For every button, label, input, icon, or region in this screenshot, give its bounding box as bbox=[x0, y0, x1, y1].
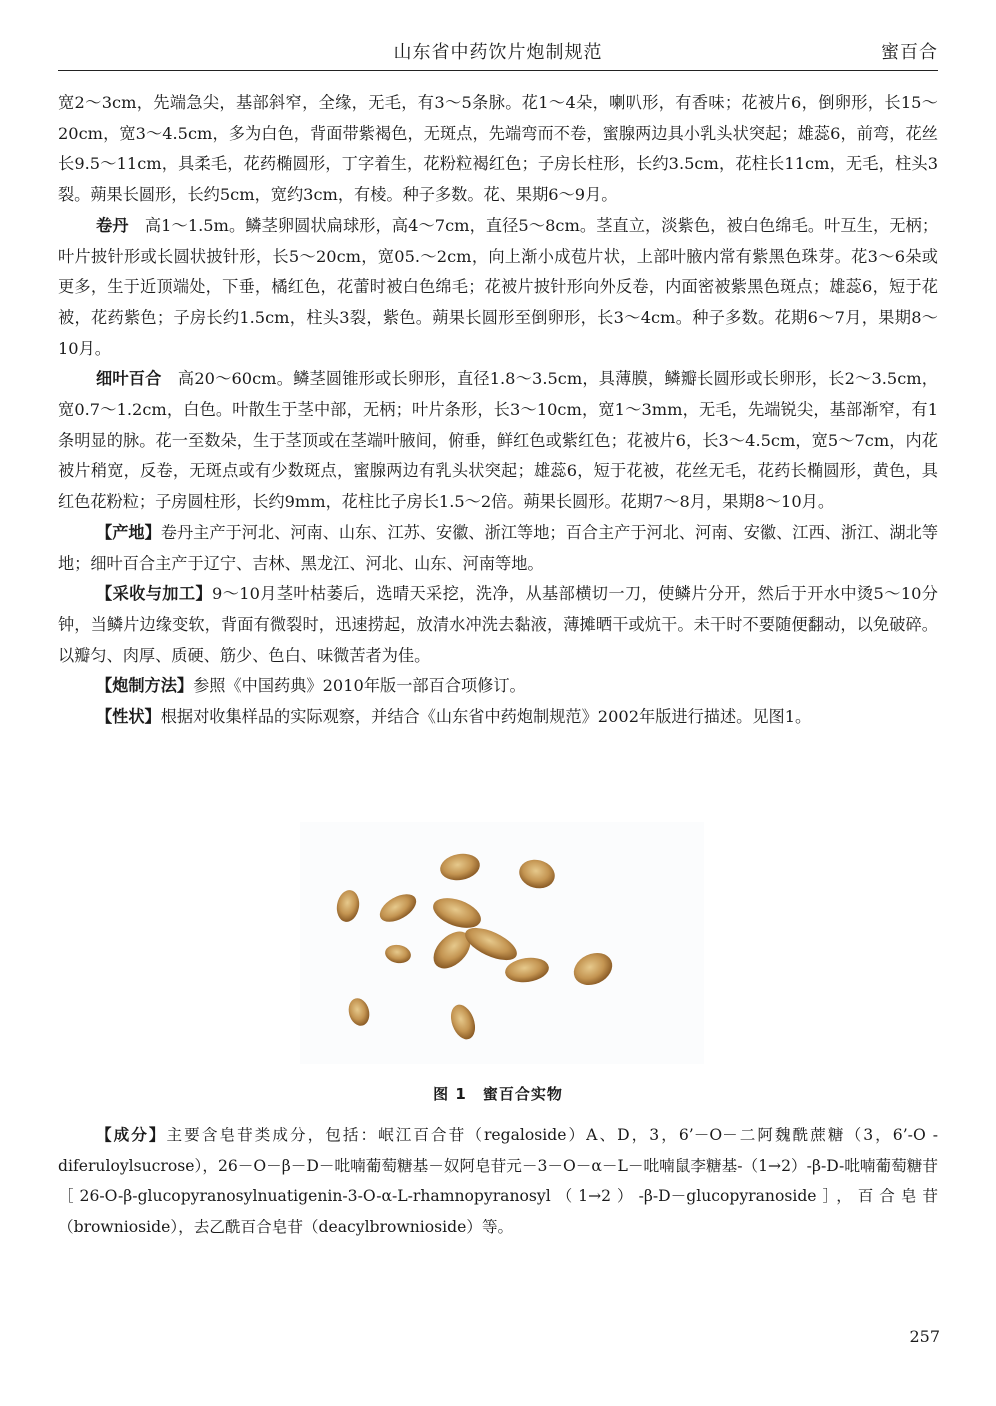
running-header bbox=[58, 36, 938, 71]
paragraph-text: 高1～1.5m。鳞茎卵圆状扁球形，高4～7cm，直径5～8cm。茎直立，淡紫色，被白色绵毛。叶互生，无柄；叶片披针形或长圆状披针形，长5～20cm，宽05.～2cm，向上渐小成苞片状，上部叶腋内常有紫黑色珠芽。花3～6朵或更多，生于近顶端处，下垂，橘红色，花蕾时被白色绵毛；花被片披针形向外反卷，内面密被紫黑色斑点；雄蕊6，短于花被，花药紫色；子房长约1.5cm，柱头3裂，紫色。蒴果长圆形至倒卵形，长3～4cm。种子多数。花期6～7月，果期8～10月。 bbox=[58, 215, 939, 358]
paragraph-term: 【采收与加工】 bbox=[96, 584, 213, 604]
paragraph-term: 【性状】 bbox=[96, 707, 161, 727]
paragraph-text: 宽2～3cm，先端急尖，基部斜窄，全缘，无毛，有3～5条脉。花1～4朵，喇叭形，有香味；花被片6，倒卵形，长15～20cm，宽3～4.5cm，多为白色，背面带紫褐色，无斑点，先端弯而不卷，蜜腺两边具小乳头状突起；雄蕊6，前弯，花丝长9.5～11cm，具柔毛，花药椭圆形，丁字着生，花粉粒褐红色；子房长柱形，长约3.5cm，花柱长11cm，无毛，柱头3裂。蒴果长圆形，长约5cm，宽约3cm，有棱。种子多数。花、果期6～9月。 bbox=[58, 93, 938, 205]
figure-honey-lily-photo bbox=[300, 822, 704, 1064]
page-number: 257 bbox=[909, 1327, 940, 1346]
paragraph-text: 参照《中国药典》2010年版一部百合项修订。 bbox=[193, 676, 526, 696]
paragraph-text: 卷丹主产于河北、河南、山东、江苏、安徽、浙江等地；百合主产于河北、河南、安徽、江西、浙江、湖北等地；细叶百合主产于辽宁、吉林、黑龙江、河北、山东、河南等地。 bbox=[58, 522, 939, 573]
paragraph-term: 【产地】 bbox=[96, 522, 161, 542]
paragraph-term: 卷丹 bbox=[96, 215, 129, 235]
paragraph-text: 9～10月茎叶枯萎后，选晴天采挖，洗净，从基部横切一刀，使鳞片分开，然后于开水中烫5～10分钟，当鳞片边缘变软，背面有微裂时，迅速捞起，放清水冲洗去黏液，薄摊晒干或炕干。未干时不要随便翻动，以免破碎。以瓣匀、肉厚、质硬、筋少、色白、味微苦者为佳。 bbox=[58, 584, 938, 665]
paragraph-text: 根据对收集样品的实际观察，并结合《山东省中药炮制规范》2002年版进行描述。见图1。 bbox=[160, 707, 812, 727]
paragraph-term: 【炮制方法】 bbox=[96, 676, 194, 696]
paragraph-text: 高20～60cm。鳞茎圆锥形或长卵形，直径1.8～3.5cm，具薄膜，鳞瓣长圆形或长卵形，长2～3.5cm，宽0.7～1.2cm，白色。叶散生于茎中部，无柄；叶片条形，长3～10cm，宽1～3mm，无毛，先端锐尖，基部渐窄，有1条明显的脉。花一至数朵，生于茎顶或在茎端叶腋间，俯垂，鲜红色或紫红色；花被片6，长3～4.5cm，宽5～7cm，内花被片稍宽，反卷，无斑点或有少数斑点，蜜腺两边有乳头状突起；雄蕊6，短于花被，花丝无毛，花药长椭圆形，黄色，具红色花粉粒；子房圆柱形，长约9mm，花柱比子房长1.5～2倍。蒴果长圆形。花期7～8月，果期8～10月。 bbox=[58, 369, 938, 512]
main-text-continued bbox=[58, 1120, 938, 1243]
main-text bbox=[58, 88, 938, 733]
paragraph-text: 主要含皂苷类成分，包括：岷江百合苷（regaloside）A、D，3，6’－O－二阿魏酰蔗糖（3，6’-O -diferuloylsucrose），26－O－β－D－吡喃葡萄糖基－奴阿皂苷元－3－O－α－L－吡喃鼠李糖基-（1→2）-β-D-吡喃葡萄糖苷［26-O-β-glucopyranosylnuatigenin-3-O-α-L-rhamnopyranosyl（1→2）-β-D－glucopyranoside］，百合皂苷（brownioside），去乙酰百合皂苷（deacylbrownioside）等。 bbox=[58, 1126, 938, 1237]
paragraph-harvest bbox=[58, 579, 938, 671]
paragraph-description-continued bbox=[58, 88, 938, 211]
paragraph-term: 细叶百合 bbox=[96, 369, 162, 389]
section-title: 蜜百合 bbox=[881, 42, 938, 63]
paragraph-constituents bbox=[58, 1120, 938, 1243]
figure-caption: 图 1 蜜百合实物 bbox=[433, 1085, 563, 1103]
paragraph-characters bbox=[58, 702, 938, 733]
honey-lily-pieces-image bbox=[300, 822, 704, 1064]
paragraph-origin bbox=[58, 518, 938, 579]
paragraph-xiye-baihe bbox=[58, 364, 938, 518]
paragraph-juandan bbox=[58, 211, 938, 365]
book-title: 山东省中药饮片炮制规范 bbox=[393, 42, 603, 63]
paragraph-processing bbox=[58, 671, 938, 702]
paragraph-term: 【成分】 bbox=[96, 1126, 167, 1144]
